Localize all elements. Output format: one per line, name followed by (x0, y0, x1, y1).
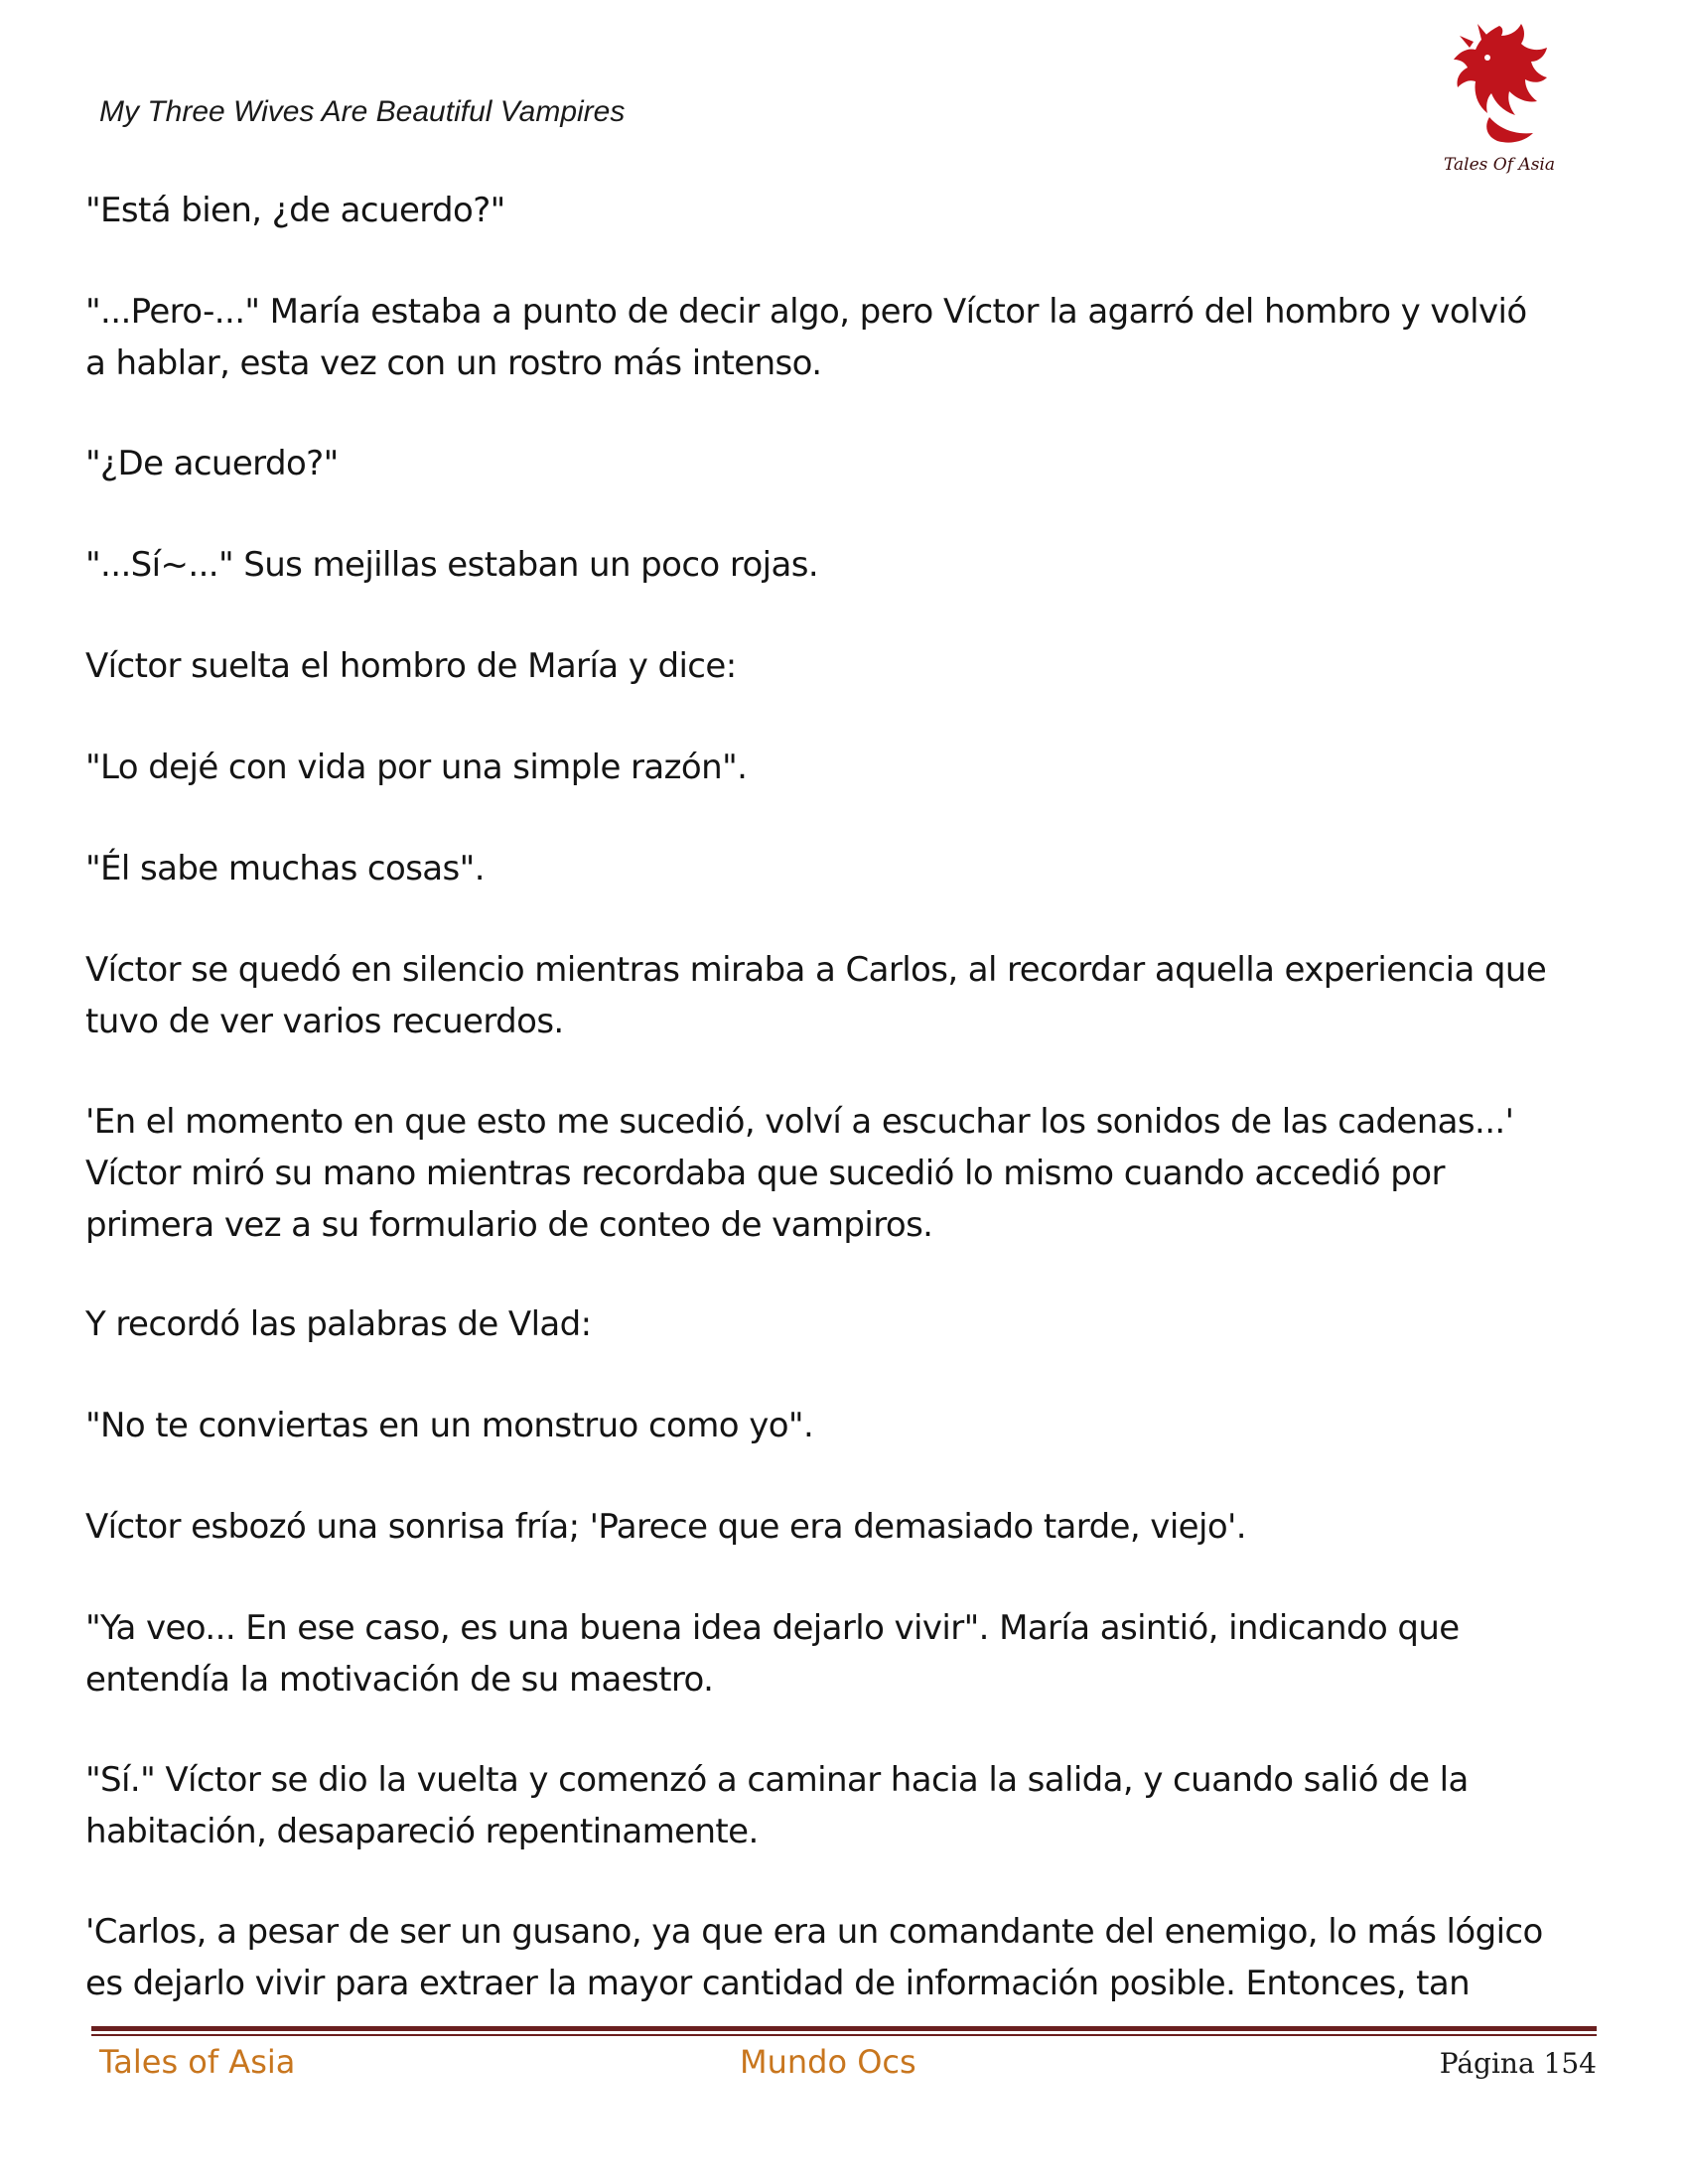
paragraph-line: es dejarlo vivir para extraer la mayor cantidad de información posible. Entonces, tan (85, 1964, 1471, 2003)
red-dragon-icon (1430, 18, 1569, 157)
paragraph-line: Y recordó las palabras de Vlad: (85, 1304, 592, 1344)
paragraph (85, 185, 1615, 236)
paragraph-line: "Él sabe muchas cosas". (85, 849, 485, 888)
paragraph (85, 640, 1615, 692)
paragraph-line: 'En el momento en que esto me sucedió, volví a escuchar los sonidos de las cadenas...' (85, 1102, 1514, 1142)
paragraph-line: primera vez a su formulario de conteo de vampiros. (85, 1205, 933, 1245)
paragraph-line: "Sí." Víctor se dio la vuelta y comenzó a caminar hacia la salida, y cuando salió de la (85, 1760, 1469, 1800)
paragraph (85, 742, 1615, 793)
paragraph (85, 1602, 1615, 1706)
footer-rule-thin (91, 2034, 1597, 2036)
paragraph (85, 944, 1615, 1047)
paragraph-line: entendía la motivación de su maestro. (85, 1660, 714, 1700)
paragraph-line: "...Pero-..." María estaba a punto de decir algo, pero Víctor la agarró del hombro y volvió (85, 292, 1527, 332)
paragraph-line: Víctor miró su mano mientras recordaba que sucedió lo mismo cuando accedió por (85, 1154, 1445, 1193)
footer-site-name: Tales of Asia (99, 2043, 296, 2081)
paragraph (85, 1501, 1615, 1553)
paragraph-line: "Lo dejé con vida por una simple razón". (85, 748, 748, 787)
footer-rule (91, 2026, 1597, 2031)
paragraph-line: "No te conviertas en un monstruo como yo". (85, 1406, 814, 1445)
paragraph-line: Víctor esbozó una sonrisa fría; 'Parece que era demasiado tarde, viejo'. (85, 1507, 1246, 1547)
paragraph (85, 438, 1615, 489)
paragraph (85, 1400, 1615, 1451)
paragraph-line: Víctor se quedó en silencio mientras miraba a Carlos, al recordar aquella experiencia que (85, 950, 1547, 990)
paragraph-line: 'Carlos, a pesar de ser un gusano, ya que era un comandante del enemigo, lo más lógico (85, 1912, 1543, 1952)
paragraph (85, 843, 1615, 894)
paragraph-line: habitación, desapareció repentinamente. (85, 1812, 759, 1851)
paragraph-line: Víctor suelta el hombro de María y dice: (85, 646, 737, 686)
book-title: My Three Wives Are Beautiful Vampires (99, 95, 626, 128)
paragraph-line: "¿De acuerdo?" (85, 444, 339, 483)
paragraph (85, 1906, 1615, 2009)
tales-of-asia-logo (1430, 18, 1569, 187)
paragraph-line: tuvo de ver varios recuerdos. (85, 1002, 564, 1041)
paragraph (85, 1096, 1615, 1251)
footer-section-name: Mundo Ocs (740, 2043, 916, 2081)
paragraph (85, 1754, 1615, 1857)
paragraph (85, 539, 1615, 591)
paragraph (85, 286, 1615, 389)
paragraph-line: a hablar, esta vez con un rostro más intenso. (85, 343, 822, 383)
paragraph-line: "Ya veo... En ese caso, es una buena idea dejarlo vivir". María asintió, indicando que (85, 1608, 1460, 1648)
paragraph-line: "...Sí~..." Sus mejillas estaban un poco rojas. (85, 545, 819, 585)
paragraph (85, 1298, 1615, 1350)
logo-caption: Tales Of Asia (1444, 155, 1555, 175)
paragraph-line: "Está bien, ¿de acuerdo?" (85, 191, 505, 230)
page-number: Página 154 (1439, 2047, 1597, 2080)
